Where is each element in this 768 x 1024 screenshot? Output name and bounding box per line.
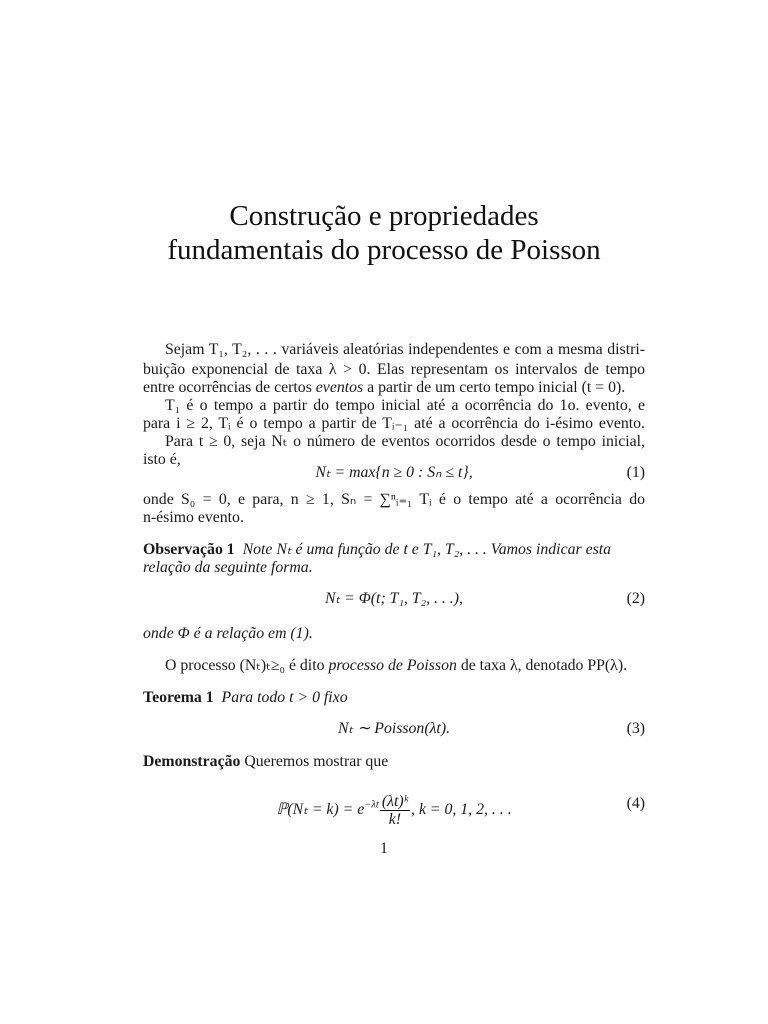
after-eq1-line1: onde S₀ = 0, e para, n ≥ 1, Sₙ = ∑ⁿᵢ₌₁ Tᵢ é o tempo até a ocorrência do: [143, 491, 645, 508]
equation-4: [143, 790, 645, 830]
title-line-2: fundamentais do processo de Poisson: [167, 234, 601, 266]
para1-line1: Sejam T₁, T₂, . . . variáveis aleatórias independentes e com a mesma distri-: [165, 341, 645, 358]
para1-line3-c: a partir de um certo tempo inicial (t = 0).: [363, 379, 626, 396]
para1-line3-a: entre ocorrências de certos: [143, 379, 316, 396]
observation-line2: relação da seguinte forma.: [143, 559, 313, 576]
page-number: 1: [380, 840, 388, 857]
para1-line3: [143, 378, 645, 398]
equation-2: [143, 588, 645, 610]
theorem-line: [143, 688, 645, 708]
para2-line1: T₁ é o tempo a partir do tempo inicial até a ocorrência do 1o. evento, e: [165, 397, 645, 414]
para3-line1: Para t ≥ 0, seja Nₜ o número de eventos ocorridos desde o tempo inicial,: [165, 433, 645, 450]
equation-4-body: [143, 790, 645, 830]
equation-4-rhs: , k = 0, 1, 2, . . .: [411, 801, 512, 818]
equation-4-exponent: −λt: [364, 799, 379, 811]
para3-line2: isto é,: [143, 451, 181, 468]
title-line-1: Construção e propriedades: [229, 200, 539, 232]
equation-3-number: (3): [626, 720, 645, 737]
para2-line2: para i ≥ 2, Tᵢ é o tempo a partir de Tᵢ₋₁ até a ocorrência do i-ésimo evento.: [143, 415, 645, 432]
equation-4-numerator: (λt)ᵏ: [381, 792, 409, 810]
equation-4-lhs: ℙ(Nₜ = k) = e: [276, 801, 365, 818]
equation-3-body: Nₜ ∼ Poisson(λt).: [337, 720, 451, 737]
equation-1-number: (1): [626, 464, 645, 481]
process-definition: [143, 656, 645, 676]
proof-line: [143, 752, 645, 772]
proof-text: Queremos mostrar que: [244, 753, 389, 770]
theorem-text: Para todo t > 0 fixo: [221, 689, 348, 706]
process-def-term: processo de Poisson: [328, 657, 457, 674]
equation-2-number: (2): [626, 590, 645, 607]
equation-1-body: Nₜ = max{n ≥ 0 : Sₙ ≤ t},: [315, 464, 473, 481]
observation-line1: [143, 540, 645, 560]
observation-end: onde Φ é a relação em (1).: [143, 625, 313, 642]
equation-3: [143, 718, 645, 740]
process-def-a: O processo (Nₜ)ₜ≥₀ é dito: [165, 657, 329, 674]
process-def-c: de taxa λ, denotado PP(λ).: [456, 657, 628, 674]
after-eq1-line2: n-ésimo evento.: [143, 509, 244, 526]
equation-4-number: (4): [626, 795, 645, 812]
proof-label: Demonstração: [143, 753, 241, 770]
theorem-label: Teorema 1: [143, 689, 214, 706]
equation-4-fraction: [380, 793, 410, 828]
observation-text: Note Nₜ é uma função de t e T₁, T₂, . . . Vamos indicar esta: [242, 541, 612, 558]
equation-1: [143, 462, 645, 484]
equation-2-body: Nₜ = Φ(t; T₁, T₂, . . .),: [325, 590, 463, 607]
observation-label: Observação 1: [143, 541, 235, 558]
para1-eventos: eventos: [315, 379, 364, 396]
para1-line2: buição exponencial de taxa λ > 0. Elas representam os intervalos de tempo: [143, 361, 645, 378]
equation-4-denominator: k!: [388, 810, 402, 828]
